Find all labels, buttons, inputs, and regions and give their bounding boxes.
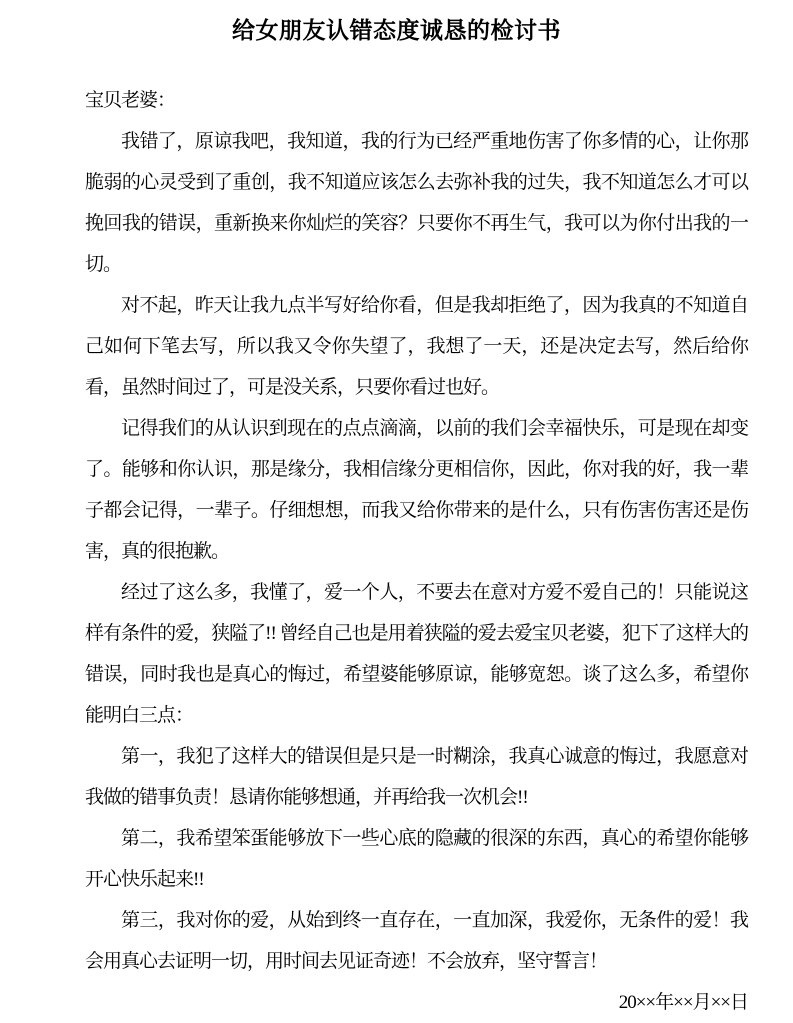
- paragraph-5-point-one: 第一，我犯了这样大的错误但是只是一时糊涂，我真心诚意的悔过，我愿意对我做的错事负责！恳请你能够想通，并再给我一次机会!!: [85, 746, 748, 808]
- document-title: 给女朋友认错态度诚恳的检讨书: [232, 17, 561, 43]
- paragraph-2: 对不起，昨天让我九点半写好给你看，但是我却拒绝了，因为我真的不知道自己如何下笔去写，所以我又令你失望了，我想了一天，还是决定去写，然后给你看，虽然时间过了，可是没关系，只要你看过也好。: [85, 295, 748, 398]
- paragraph-7-point-three: 第三，我对你的爱，从始到终一直存在，一直加深，我爱你，无条件的爱！我会用真心去证明一切，用时间去见证奇迹！不会放弃，坚守誓言！: [85, 910, 748, 972]
- paragraph-4: 经过了这么多，我懂了，爱一个人，不要去在意对方爱不爱自己的！只能说这样有条件的爱，狭隘了!! 曾经自己也是用着狭隘的爱去爱宝贝老婆，犯下了这样大的错误，同时我也是真心的悔过，希望婆能够原谅，能够宽恕。谈了这么多，希望你能明白三点：: [85, 582, 748, 726]
- date-line: 20××年××月××日: [618, 992, 748, 1013]
- document-body: [85, 80, 748, 1023]
- salutation: 宝贝老婆：: [85, 90, 176, 111]
- paragraph-1: 我错了，原谅我吧，我知道，我的行为已经严重地伤害了你多情的心，让你那脆弱的心灵受到了重创，我不知道应该怎么去弥补我的过失，我不知道怎么才可以挽回我的错误，重新换来你灿烂的笑容？只要你不再生气，我可以为你付出我的一切。: [85, 131, 748, 275]
- paragraph-3: 记得我们的从认识到现在的点点滴滴，以前的我们会幸福快乐，可是现在却变了。能够和你认识，那是缘分，我相信缘分更相信你，因此，你对我的好，我一辈子都会记得，一辈子。仔细想想，而我又给你带来的是什么，只有伤害伤害还是伤害，真的很抱歉。: [85, 418, 748, 562]
- paragraph-6-point-two: 第二，我希望笨蛋能够放下一些心底的隐藏的很深的东西，真心的希望你能够开心快乐起来!!: [85, 828, 748, 890]
